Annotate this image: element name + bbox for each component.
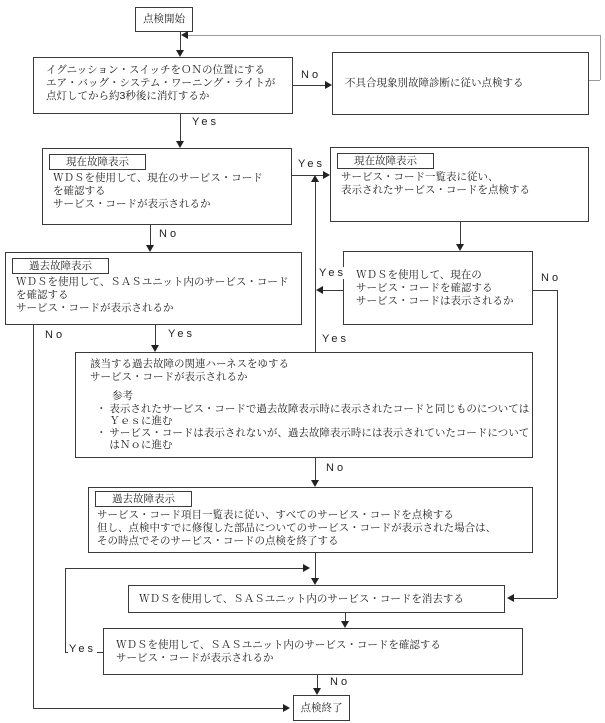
note-line: ・ サービス・コードは表示されないが、過去故障表示時には表示されていたコードについて: [96, 427, 530, 439]
edge-label-no: No: [330, 676, 351, 688]
connector-current-left-no: [150, 225, 151, 246]
connector-past-left-yes: [155, 325, 156, 346]
connector-feedback-right: [600, 35, 601, 80]
connector-check-right-no-a: [533, 290, 557, 291]
node-text-line: ＷＤＳを使用して、ＳＡＳユニット内のサービス・コード: [16, 276, 289, 288]
connector-past-left-no-b: [33, 708, 284, 709]
edge-label-no: No: [326, 462, 347, 474]
edge-label-yes: Yes: [69, 643, 96, 655]
node-text-line: サービス・コード項目一覧表に従い、すべてのサービス・コードを点検する: [97, 509, 454, 521]
connector-check-right-yes: [322, 290, 343, 291]
node-tag: 現在故障表示: [49, 154, 146, 170]
node-text-line: サービス・コードを確認する: [356, 281, 493, 294]
arrowhead-into-ignition: [176, 50, 184, 57]
node-text-line: ＷＤＳを使用して、ＳＡＳユニット内のサービス・コードを確認する: [116, 638, 441, 651]
connector-feedback-top: [186, 35, 600, 36]
connector-check-right-no-b: [557, 290, 558, 598]
node-tag: 現在故障表示: [337, 153, 434, 169]
node-text-line: 不具合現象別故障診断に従い点検する: [345, 77, 524, 89]
arrowhead-into-clear-right: [507, 594, 514, 602]
node-text-line: 但し、点検中すでに修復した部品についてのサービス・コードが表示された場合は、: [97, 522, 497, 534]
node-text-line: ＷＤＳを使用して、ＳＡＳユニット内のサービス・コードを消去する: [139, 592, 464, 605]
connector-current-left-yes: [292, 175, 324, 176]
edge-label-yes: Yes: [319, 267, 346, 279]
arrowhead-into-end: [313, 688, 321, 695]
arrowhead-merge-up: [311, 175, 319, 182]
edge-label-no: No: [159, 228, 180, 240]
arrowhead-into-malfunction: [325, 81, 332, 89]
edge-label-no: No: [301, 69, 322, 81]
arrowhead-into-harness: [151, 345, 159, 352]
note-line: Ｙｅｓに進む: [96, 415, 173, 427]
connector-confirm-yes-a: [65, 568, 304, 569]
node-start-label: 点検開始: [143, 13, 185, 25]
arrowhead-into-past-all: [311, 480, 319, 487]
note-line: はＮｏに進む: [96, 439, 173, 451]
arrowhead-into-check-right: [456, 244, 464, 251]
arrowhead-feedback: [181, 31, 188, 39]
connector-check-right-no-c: [512, 598, 557, 599]
node-text-line: 該当する過去故障の関連ハーネスをゆする: [90, 358, 289, 370]
connector-harness-no: [315, 458, 316, 481]
arrowhead-into-clear: [311, 578, 319, 585]
node-text-line: ＷＤＳを使用して、現在のサービス・コード: [53, 172, 263, 184]
connector-confirm-yes-b: [65, 568, 66, 652]
node-text-line: サービス・コードが表示されるか: [16, 302, 174, 314]
arrowhead-into-current-right: [323, 171, 330, 179]
arrowhead-into-current-left: [176, 141, 184, 148]
arrowhead-into-end-left: [283, 704, 290, 712]
node-current-fault-display-left: [42, 148, 292, 225]
connector-past-left-no-a: [33, 325, 34, 708]
node-text-line: 表示されたサービス・コードを点検する: [341, 184, 530, 196]
connector-feedback-stub: [589, 80, 600, 81]
node-end: [293, 695, 350, 721]
node-past-fault-display-left: [5, 252, 302, 325]
node-text-line: エア・バッグ・システム・ワーニング・ライトが: [46, 77, 276, 89]
node-confirm-codes: [103, 628, 523, 675]
edge-label-no: No: [541, 272, 562, 284]
node-current-code-check-right: [343, 251, 533, 325]
edge-label-yes: Yes: [168, 328, 195, 340]
node-text-line: サービス・コードが表示されるか: [90, 371, 248, 383]
edge-label-no: No: [45, 329, 66, 341]
node-tag: 過去故障表示: [12, 258, 109, 274]
arrowhead-check-right-yes: [316, 286, 323, 294]
connector-merge-up: [315, 178, 316, 352]
edge-label-yes: Yes: [192, 116, 219, 128]
node-text-line: ＷＤＳを使用して、現在の: [356, 268, 482, 281]
note-line: ・ 表示されたサービス・コードで過去故障表示時に表示されたコードと同じものについては: [96, 403, 530, 415]
node-start: [135, 7, 193, 32]
node-past-fault-display-all: [88, 487, 533, 553]
arrowhead-into-confirm: [341, 621, 349, 628]
node-ignition-check: [33, 57, 293, 114]
node-clear-codes: [128, 585, 505, 613]
node-end-label: 点検終了: [300, 701, 343, 714]
node-malfunction-diagnosis: [332, 52, 589, 115]
node-harness-shake: [75, 352, 533, 458]
connector-confirm-no: [317, 675, 318, 689]
edge-label-yes: Yes: [322, 333, 349, 345]
note-title: 参考: [112, 390, 133, 402]
node-text-line: を確認する: [16, 289, 69, 301]
node-text-line: イグニッション・スイッチをＯＮの位置にする: [46, 64, 266, 76]
connector-past-all-down: [315, 553, 316, 579]
arrowhead-confirm-yes: [303, 564, 310, 572]
node-text-line: サービス・コードは表示されるか: [356, 294, 514, 307]
node-text-line: サービス・コード一覧表に従い、: [341, 171, 499, 183]
connector-current-right-down: [460, 222, 461, 245]
node-text-line: サービス・コードが表示されるか: [116, 651, 274, 664]
node-tag: 過去故障表示: [95, 491, 192, 507]
arrowhead-into-past-left: [146, 245, 154, 252]
edge-label-yes: Yes: [298, 158, 325, 170]
node-text-line: サービス・コードが表示されるか: [53, 198, 211, 210]
node-text-line: 点灯してから約3秒後に消灯するか: [46, 90, 210, 102]
node-text-line: その時点でそのサービス・コードの点検を終了する: [97, 535, 339, 547]
connector-ignition-no: [293, 85, 327, 86]
node-text-line: を確認する: [53, 185, 106, 197]
node-current-fault-display-right: [330, 147, 589, 222]
